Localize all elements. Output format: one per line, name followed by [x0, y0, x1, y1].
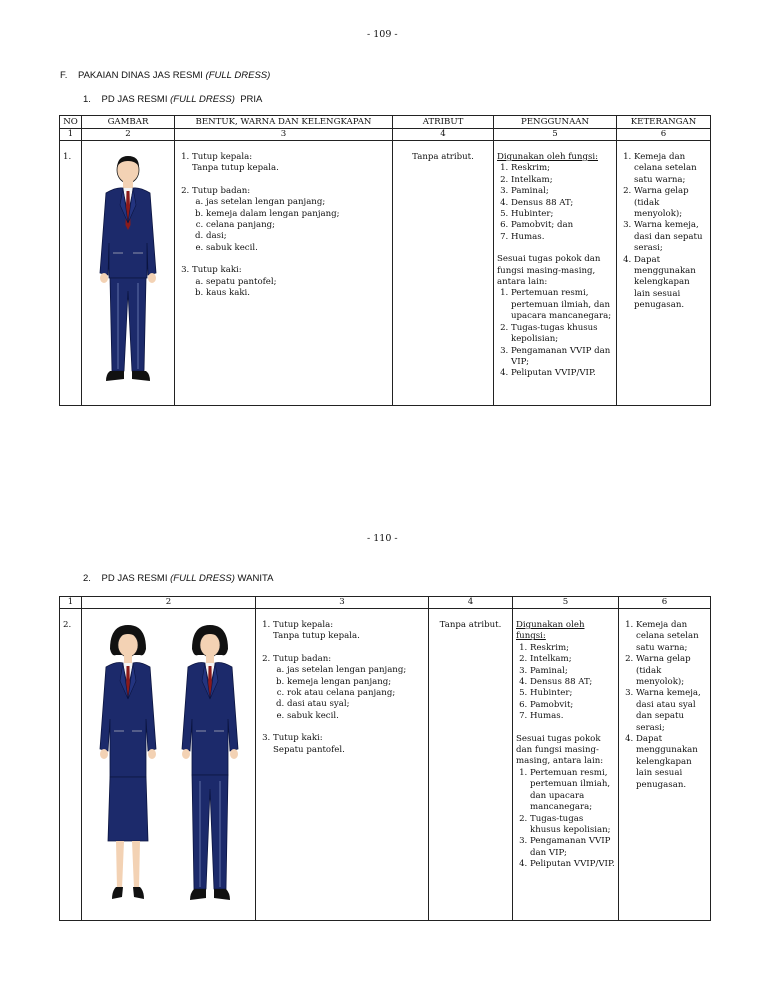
list-item: e. sabuk kecil.: [287, 711, 425, 722]
list-item: 1. Pertemuan resmi, pertemuan ilmiah, dan upacara mancanegara;: [511, 288, 613, 322]
subsection-prefix: 1.: [83, 94, 91, 105]
list-item: 3. Warna kemeja, dasi dan sepatu serasi;: [634, 220, 707, 254]
list-item: 4. Densus 88 AT;: [530, 677, 615, 688]
col-number: 1: [60, 597, 82, 609]
section-prefix: F.: [60, 70, 68, 81]
list-item: 2. Tutup badan: a. jas setelan lengan panjang; b. kemeja lengan panjang; c. rok atau celana panjang; d. dasi atau syal; e. sabuk kecil.: [273, 654, 425, 722]
col-number: 4: [393, 129, 494, 141]
gambar-cell: [82, 141, 175, 406]
list-item: 4. Peliputan VVIP/VIP.: [530, 859, 615, 870]
header-bentuk: BENTUK, WARNA DAN KELENGKAPAN: [175, 116, 393, 129]
col-number: 5: [513, 597, 619, 609]
list-item: 3. Warna kemeja, dasi atau syal dan sepatu serasi;: [636, 688, 707, 734]
list-item: d. dasi;: [206, 231, 389, 242]
list-item: 1. Pertemuan resmi, pertemuan ilmiah, dan upacara mancanegara;: [530, 768, 615, 814]
column-number-row: [60, 129, 711, 141]
uniform-table-wanita: [59, 596, 711, 921]
list-item: 1. Tutup kepala: Tanpa tutup kepala.: [192, 152, 389, 175]
list-item: 5. Hubinter;: [530, 688, 615, 699]
list-item: b. kemeja lengan panjang;: [287, 677, 425, 688]
section-heading-f: [60, 70, 270, 81]
subsection-heading-pria: [83, 94, 262, 105]
list-item: c. rok atau celana panjang;: [287, 688, 425, 699]
list-item: 2. Intelkam;: [511, 175, 613, 186]
header-gambar: GAMBAR: [82, 116, 175, 129]
penggunaan-paragraph: Sesuai tugas pokok dan fungsi masing-masing, antara lain:: [516, 733, 604, 767]
header-no: NO: [60, 116, 82, 129]
list-item: e. sabuk kecil.: [206, 243, 389, 254]
list-item: 1. Reskrim;: [511, 163, 613, 174]
header-keterangan: KETERANGAN: [617, 116, 711, 129]
list-item: 1. Kemeja dan celana setelan satu warna;: [636, 620, 707, 654]
atribut-cell: Tanpa atribut.: [393, 141, 494, 406]
subsection-title: PD JAS RESMI: [101, 94, 168, 105]
section-title-italic: (FULL DRESS): [205, 70, 271, 81]
header-atribut: ATRIBUT: [393, 116, 494, 129]
subsection-suffix: WANITA: [237, 573, 274, 584]
list-item: 4. Dapat menggunakan kelengkapan lain sesuai penugasan.: [634, 255, 707, 312]
col-number: 4: [429, 597, 513, 609]
list-item: a. jas setelan lengan panjang;: [287, 665, 425, 676]
bentuk-cell: [175, 141, 393, 406]
subsection-title-italic: (FULL DRESS): [170, 573, 235, 584]
list-item: 3. Tutup kaki: Sepatu pantofel.: [273, 733, 425, 756]
list-item: 6. Pamobvit; dan: [511, 220, 613, 231]
list-item: 6. Pamobvit;: [530, 700, 615, 711]
list-item: 4. Densus 88 AT;: [511, 198, 613, 209]
list-item: 3. Paminal;: [511, 186, 613, 197]
col-number: 2: [82, 129, 175, 141]
header-penggunaan: PENGGUNAAN: [494, 116, 617, 129]
row-number: 2.: [60, 609, 82, 921]
list-item: b. kemeja dalam lengan panjang;: [206, 209, 389, 220]
list-item: 2. Tutup badan: a. jas setelan lengan panjang; b. kemeja dalam lengan panjang; c. celana panjang; d. dasi; e. sabuk kecil.: [192, 186, 389, 254]
list-item: 3. Pengamanan VVIP dan VIP;: [511, 346, 613, 369]
penggunaan-cell: [513, 609, 619, 921]
col-number: 3: [175, 129, 393, 141]
female-trousers-figure: [182, 625, 238, 900]
penggunaan-intro: Digunakan oleh fungsi:: [497, 152, 599, 162]
female-skirt-figure: [100, 625, 156, 899]
female-suit-figures-image: [84, 621, 252, 911]
bentuk-cell: [256, 609, 429, 921]
list-item: 2. Intelkam;: [530, 654, 615, 665]
page-number-109: - 109 -: [367, 29, 398, 40]
col-number: 3: [256, 597, 429, 609]
keterangan-cell: [617, 141, 711, 406]
list-item: 2. Tugas-tugas khusus kepolisian;: [530, 814, 615, 837]
table-header-row: [60, 116, 711, 129]
subsection-prefix: 2.: [83, 573, 91, 584]
subsection-title: PD JAS RESMI: [101, 573, 168, 584]
list-item: a. sepatu pantofel;: [206, 277, 389, 288]
col-number: 6: [617, 129, 711, 141]
list-item: 3. Pengamanan VVIP dan VIP;: [530, 836, 615, 859]
list-item: 1. Tutup kepala: Tanpa tutup kepala.: [273, 620, 425, 643]
table-row: [60, 609, 711, 921]
subsection-heading-wanita: [83, 573, 273, 584]
list-item: 4. Peliputan VVIP/VIP.: [511, 368, 613, 379]
col-number: 6: [619, 597, 711, 609]
gambar-cell: [82, 609, 256, 921]
list-item: 3. Tutup kaki: a. sepatu pantofel; b. kaus kaki.: [192, 265, 389, 299]
list-item: a. jas setelan lengan panjang;: [206, 197, 389, 208]
list-item: 2. Warna gelap (tidak menyolok);: [634, 186, 707, 220]
section-title: PAKAIAN DINAS JAS RESMI: [77, 70, 203, 81]
list-item: 4. Dapat menggunakan kelengkapan lain sesuai penugasan.: [636, 734, 707, 791]
male-suit-figure-image: [92, 153, 164, 389]
penggunaan-cell: [494, 141, 617, 406]
col-number: 2: [82, 597, 256, 609]
col-number: 5: [494, 129, 617, 141]
penggunaan-intro: Digunakan oleh fungsi:: [516, 620, 585, 642]
list-item: c. celana panjang;: [206, 220, 389, 231]
list-item: 1. Kemeja dan celana setelan satu warna;: [634, 152, 707, 186]
column-number-row: [60, 597, 711, 609]
subsection-suffix: PRIA: [240, 94, 263, 105]
atribut-cell: Tanpa atribut.: [429, 609, 513, 921]
page-number-110: - 110 -: [367, 533, 398, 544]
uniform-table-pria: [59, 115, 711, 406]
table-row: [60, 141, 711, 406]
list-item: 3. Paminal;: [530, 666, 615, 677]
row-number: 1.: [60, 141, 82, 406]
list-item: 1. Reskrim;: [530, 643, 615, 654]
list-item: 2. Tugas-tugas khusus kepolisian;: [511, 323, 613, 346]
keterangan-cell: [619, 609, 711, 921]
subsection-title-italic: (FULL DRESS): [170, 94, 235, 105]
list-item: 2. Warna gelap (tidak menyolok);: [636, 654, 707, 688]
list-item: 5. Hubinter;: [511, 209, 613, 220]
list-item: 7. Humas.: [530, 711, 615, 722]
list-item: b. kaus kaki.: [206, 288, 389, 299]
list-item: d. dasi atau syal;: [287, 699, 425, 710]
list-item: 7. Humas.: [511, 232, 613, 243]
col-number: 1: [60, 129, 82, 141]
penggunaan-paragraph: Sesuai tugas pokok dan fungsi masing-masing, antara lain:: [497, 254, 601, 288]
